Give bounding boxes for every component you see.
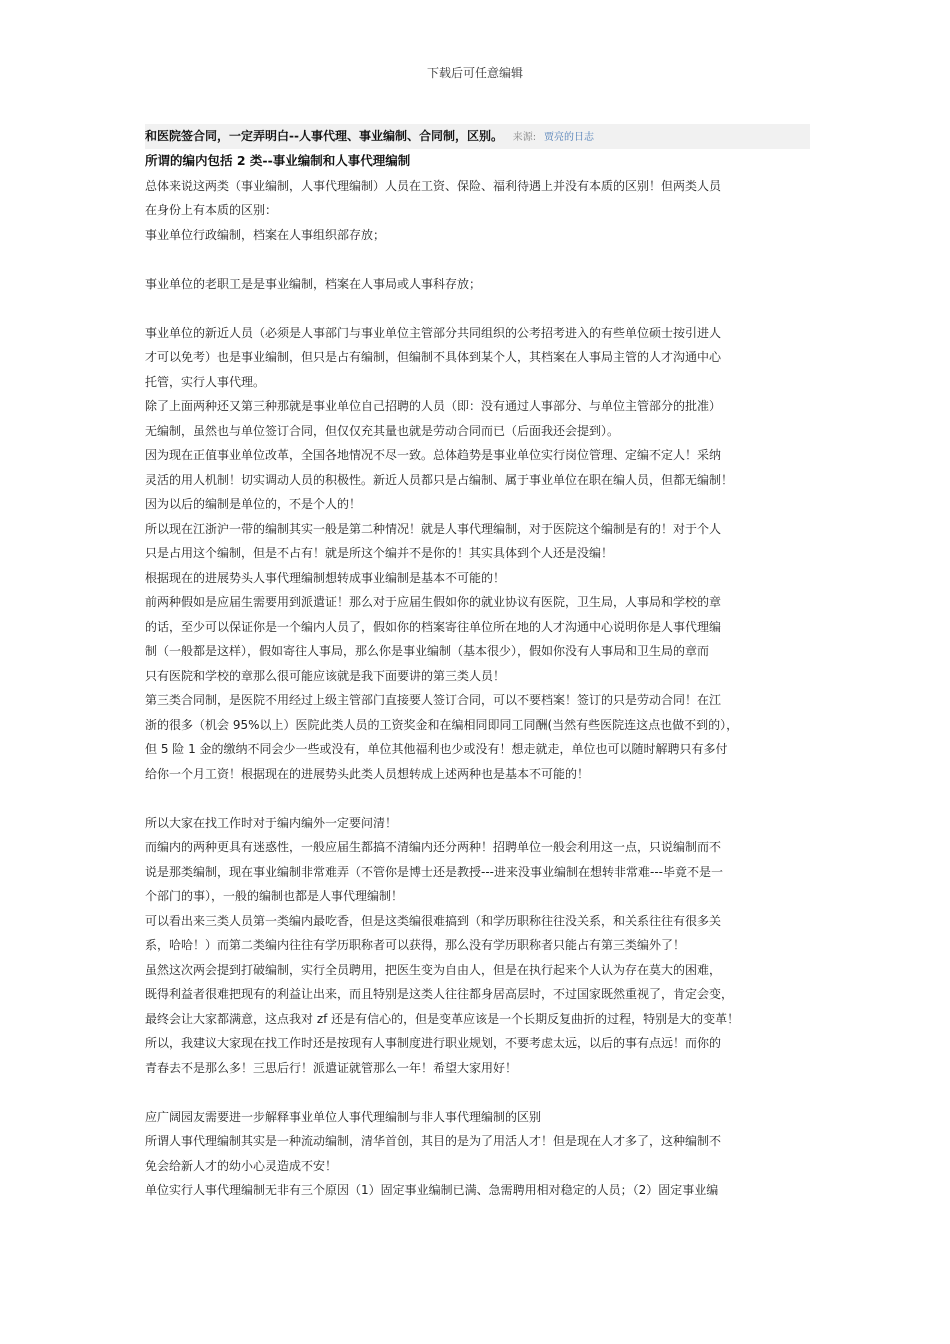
text-line: 无编制，虽然也与单位签订合同，但仅仅充其量也就是劳动合同而已（后面我还会提到）。 <box>145 423 620 438</box>
text-line: 只是占用这个编制，但是不占有！就是所这个编并不是你的！其实具体到个人还是没编！ <box>145 546 614 560</box>
text-line: 个部门的事），一般的编制也都是人事代理编制！ <box>145 889 404 903</box>
text-line: 既得利益者很难把现有的利益让出来，而且特别是这类人往往都身居高层时，不过国家既然重视了，肯定会变， <box>145 987 734 1001</box>
text-line: 而编内的两种更具有迷惑性，一般应届生都搞不清编内还分两种！招聘单位一般会利用这一点，只说编制而不 <box>145 840 722 854</box>
text-line: 事业单位的老职工是是事业编制，档案在人事局或人事科存放； <box>145 276 482 291</box>
text-line: 应广阔园友需要进一步解释事业单位人事代理编制与非人事代理编制的区别 <box>145 1109 542 1124</box>
text-line: 灵活的用人机制！切实调动人员的积极性。新近人员都只是占编制、属于事业单位在职在编人员，但都无编制！ <box>145 472 734 487</box>
text-line: 单位实行人事代理编制无非有三个原因（1）固定事业编制已满、急需聘用相对稳定的人员；（2）固定事业编 <box>145 1183 719 1197</box>
text-line: 系，哈哈！）而第二类编内往往有学历职称者可以获得，那么没有学历职称者只能占有第三类编外了！ <box>145 938 686 952</box>
text-line: 在身份上有本质的区别： <box>145 203 278 217</box>
text-line: 制（一般都是这样），假如寄往人事局，那么你是事业编制（基本很少），假如你没有人事局和卫生局的章而 <box>145 644 710 658</box>
text-line: 所以现在江浙沪一带的编制其实一般是第二种情况！就是人事代理编制，对于医院这个编制是有的！对于个人 <box>145 521 722 536</box>
text-line: 根据现在的进展势头人事代理编制想转成事业编制是基本不可能的！ <box>145 570 506 585</box>
text-line: 事业单位的新近人员（必须是人事部门与事业单位主管部分共同组织的公考招考进入的有些单位硕士按引进人 <box>145 325 722 340</box>
text-line: 最终会让大家都满意，这点我对 zf 还是有信心的，但是变革应该是一个长期反复曲折的过程，特别是大的变革！ <box>145 1011 740 1026</box>
text-line: 可以看出来三类人员第一类编内最吃香，但是这类编很难搞到（和学历职称往往没关系，和关系往往有很多关 <box>145 913 722 928</box>
section-heading: 所谓的编内包括 2 类--事业编制和人事代理编制 <box>145 153 411 168</box>
document-body <box>145 124 810 1203</box>
text-line: 青春去不是那么多！三思后行！派遣证就管那么一年！希望大家用好！ <box>145 1060 518 1075</box>
text-line: 因为现在正值事业单位改革，全国各地情况不尽一致。总体趋势是事业单位实行岗位管理、定编不定人！采纳 <box>145 448 722 462</box>
blank-line <box>145 1080 810 1105</box>
text-line: 免会给新人才的幼小心灵造成不安！ <box>145 1158 338 1173</box>
text-line: 才可以免考）也是事业编制，但只是占有编制，但编制不具体到某个人，其档案在人事局主管的人才沟通中心 <box>145 350 722 364</box>
blank-line <box>145 786 810 811</box>
text-line: 的话，至少可以保证你是一个编内人员了，假如你的档案寄往单位所在地的人才沟通中心说明你是人事代理编 <box>145 619 722 634</box>
text-line: 事业单位行政编制，档案在人事组织部存放； <box>145 227 386 242</box>
source-link[interactable]: 贾亮的日志 <box>544 132 594 143</box>
text-line: 但 5 险 1 金的缴纳不同会少一些或没有，单位其他福利也少或没有！想走就走，单位也可以随时解聘只有多付 <box>145 742 728 756</box>
source-label: 来源: <box>512 132 537 143</box>
blank-line <box>145 296 810 321</box>
text-line: 浙的很多（机会 95%以上）医院此类人员的工资奖金和在编相同即同工同酬(当然有些医院连这点也做不到的）， <box>145 717 739 732</box>
text-line: 所谓人事代理编制其实是一种流动编制，清华首创，其目的是为了用活人才！但是现在人才多了，这种编制不 <box>145 1134 722 1148</box>
text-line: 给你一个月工资！根据现在的进展势头此类人员想转成上述两种也是基本不可能的！ <box>145 766 590 781</box>
text-line: 第三类合同制，是医院不用经过上级主管部门直接要人签订合同，可以不要档案！签订的只是劳动合同！在江 <box>145 693 722 707</box>
text-line: 所以大家在找工作时对于编内编外一定要问清！ <box>145 815 398 830</box>
blank-line <box>145 247 810 272</box>
text-line: 除了上面两种还又第三种那就是事业单位自己招聘的人员（即：没有通过人事部分、与单位主管部分的批准） <box>145 399 722 413</box>
page-header: 下载后可任意编辑 <box>426 66 523 80</box>
text-line: 所以，我建议大家现在找工作时还是按现有人事制度进行职业规划，不要考虑太远，以后的事有点远！而你的 <box>145 1036 722 1050</box>
article-title-bar <box>145 124 810 149</box>
text-line: 只有医院和学校的章那么很可能应该就是我下面要讲的第三类人员！ <box>145 668 506 683</box>
text-line: 虽然这次两会提到打破编制，实行全员聘用，把医生变为自由人，但是在执行起来个人认为存在莫大的困难， <box>145 962 722 977</box>
article-title: 和医院签合同，一定弄明白--人事代理、事业编制、合同制，区别。 <box>145 129 503 143</box>
text-line: 前两种假如是应届生需要用到派遣证！那么对于应届生假如你的就业协议有医院，卫生局，人事局和学校的章 <box>145 595 722 609</box>
text-line: 总体来说这两类（事业编制，人事代理编制）人员在工资、保险、福利待遇上并没有本质的区别！但两类人员 <box>145 178 722 193</box>
text-line: 托管，实行人事代理。 <box>145 374 266 389</box>
text-line: 说是那类编制，现在事业编制非常难弄（不管你是博士还是教授---进来没事业编制在想转非常难---毕竟不是一 <box>145 864 723 879</box>
article-text <box>145 174 810 1203</box>
text-line: 因为以后的编制是单位的，不是个人的！ <box>145 497 362 511</box>
